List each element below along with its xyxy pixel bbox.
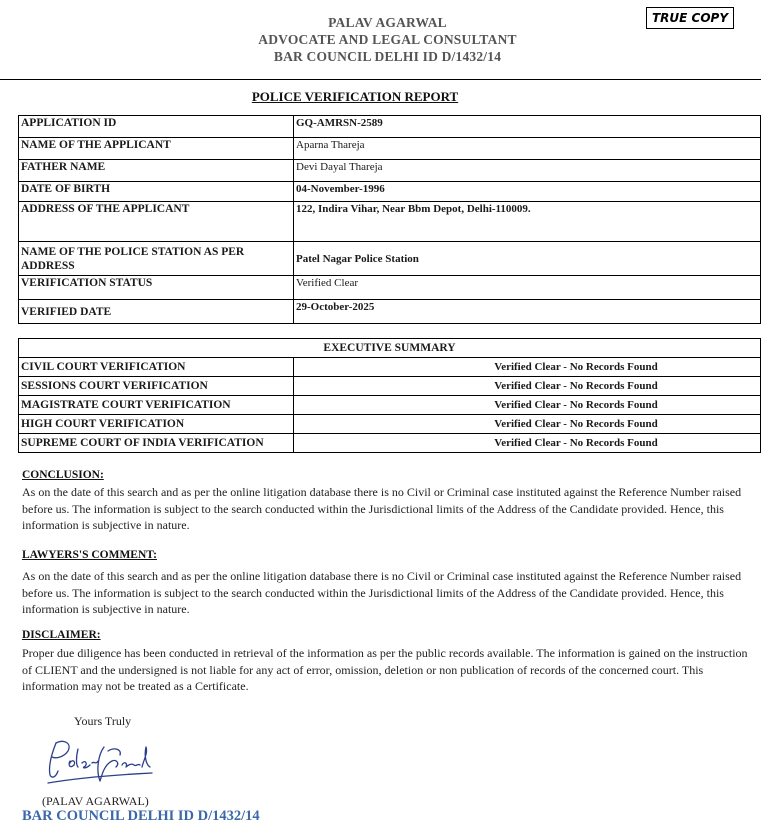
table-row (19, 202, 761, 242)
detail-value: Aparna Thareja (294, 138, 761, 160)
table-row (19, 160, 761, 182)
true-copy-stamp: TRUE COPY (646, 7, 734, 29)
detail-label: DATE OF BIRTH (19, 182, 294, 202)
detail-label: NAME OF THE POLICE STATION AS PER ADDRESS (19, 242, 294, 276)
signatory-name: (PALAV AGARWAL) (42, 794, 149, 808)
executive-summary-table (18, 338, 761, 453)
detail-label: VERIFIED DATE (19, 300, 294, 324)
detail-value: Devi Dayal Thareja (294, 160, 761, 182)
summary-label: SESSIONS COURT VERIFICATION (19, 377, 294, 396)
lawyers-comment-heading: LAWYERS'S COMMENT: (22, 549, 157, 561)
detail-label: NAME OF THE APPLICANT (19, 138, 294, 160)
table-row (19, 415, 761, 434)
table-row (19, 138, 761, 160)
disclaimer-heading: DISCLAIMER: (22, 629, 101, 641)
disclaimer-text: Proper due diligence has been conducted in retrieval of the information as per the public records available. The information is gained on the instruction of CLIENT and the undersigned is not liable for any act of error, omission, deletion or non publication of records of the concerned court. This information may not be treated as a Certificate. (22, 646, 748, 693)
table-row (19, 377, 761, 396)
table-row (19, 242, 761, 276)
summary-label: MAGISTRATE COURT VERIFICATION (19, 396, 294, 415)
summary-result: Verified Clear - No Records Found (294, 358, 761, 377)
detail-value: 29-October-2025 (294, 300, 761, 324)
summary-label: CIVIL COURT VERIFICATION (19, 358, 294, 377)
summary-result: Verified Clear - No Records Found (294, 396, 761, 415)
table-row (19, 300, 761, 324)
detail-label: ADDRESS OF THE APPLICANT (19, 202, 294, 242)
conclusion-text: As on the date of this search and as per the online litigation database there is no Civil or Criminal case instituted against the Reference Number raised before us. The information is subject to the search conducted within the Jurisdictional limits of the Address of the Candidate provided. Hence, this information is subjective in nature. (22, 485, 742, 532)
detail-label: VERIFICATION STATUS (19, 276, 294, 300)
detail-label: APPLICATION ID (19, 116, 294, 138)
letterhead-divider (0, 79, 761, 80)
handwritten-signature (42, 735, 162, 785)
summary-label: HIGH COURT VERIFICATION (19, 415, 294, 434)
signatory-bar-id: BAR COUNCIL DELHI ID D/1432/14 (22, 808, 260, 824)
conclusion-heading: CONCLUSION: (22, 469, 104, 481)
detail-value: GQ-AMRSN-2589 (294, 116, 761, 138)
summary-header: EXECUTIVE SUMMARY (19, 339, 761, 358)
detail-value: 04-November-1996 (294, 182, 761, 202)
report-title: POLICE VERIFICATION REPORT (251, 89, 459, 104)
table-row (19, 434, 761, 453)
table-row (19, 116, 761, 138)
summary-result: Verified Clear - No Records Found (294, 434, 761, 453)
detail-label: FATHER NAME (19, 160, 294, 182)
summary-result: Verified Clear - No Records Found (294, 377, 761, 396)
summary-result: Verified Clear - No Records Found (294, 415, 761, 434)
table-row (19, 358, 761, 377)
advocate-name: PALAV AGARWAL (328, 15, 447, 30)
closing-salutation: Yours Truly (74, 714, 132, 728)
table-row (19, 182, 761, 202)
table-row (19, 276, 761, 300)
detail-value: Patel Nagar Police Station (294, 242, 761, 276)
detail-value: 122, Indira Vihar, Near Bbm Depot, Delhi-110009. (294, 202, 761, 242)
advocate-bar-id: BAR COUNCIL DELHI ID D/1432/14 (273, 49, 502, 64)
detail-value: Verified Clear (294, 276, 761, 300)
summary-label: SUPREME COURT OF INDIA VERIFICATION (19, 434, 294, 453)
table-row (19, 396, 761, 415)
table-row (19, 339, 761, 358)
lawyers-comment-text: As on the date of this search and as per the online litigation database there is no Civil or Criminal case instituted against the Reference Number raised before us. The information is subject to the search conducted within the Jurisdictional limits of the Address of the Candidate provided. Hence, this information is subjective in nature. (22, 569, 742, 616)
applicant-details-table (18, 115, 761, 324)
advocate-profession: ADVOCATE AND LEGAL CONSULTANT (258, 32, 517, 47)
